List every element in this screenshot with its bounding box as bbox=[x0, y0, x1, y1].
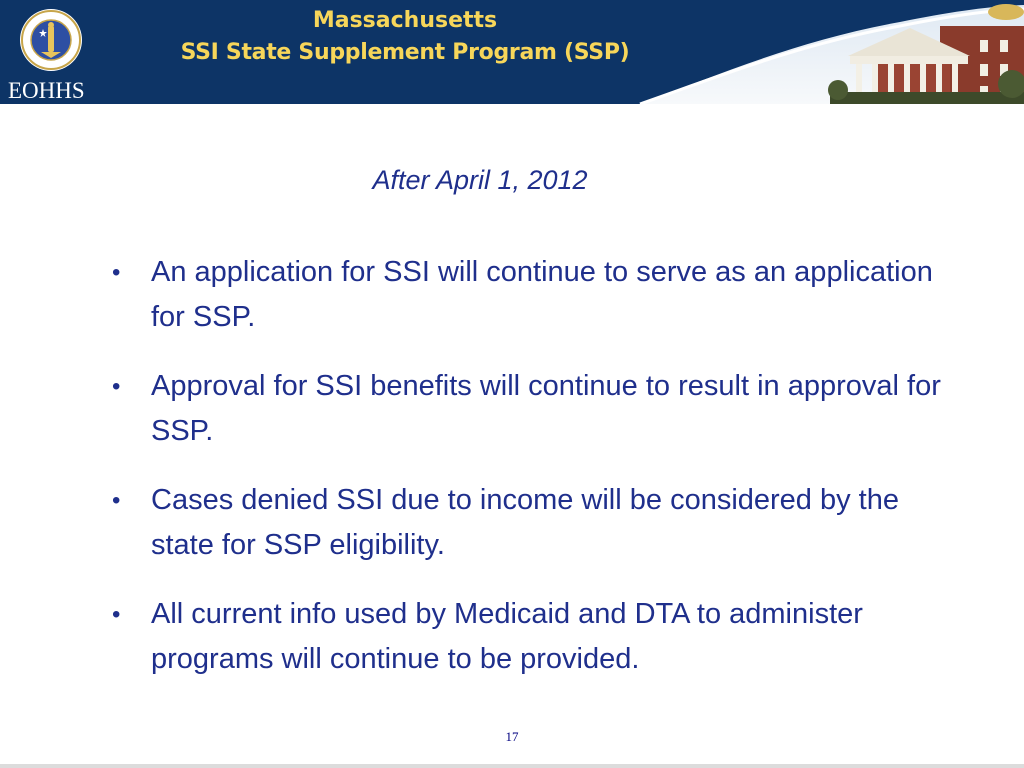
page-number: 17 bbox=[505, 729, 519, 744]
title-line-1: Massachusetts bbox=[312, 8, 498, 33]
bullet-item bbox=[112, 478, 962, 568]
bullet-icon: • bbox=[112, 373, 121, 400]
state-seal-icon bbox=[19, 8, 83, 72]
bullet-text: All current info used by Medicaid and DTA to administer programs will continue to be provided. bbox=[151, 598, 863, 675]
bullet-text: Approval for SSI benefits will continue to result in approval for SSP. bbox=[151, 370, 941, 447]
title-line-2: SSI State Supplement Program (SSP) bbox=[180, 40, 630, 65]
header-bar bbox=[0, 0, 1024, 104]
footer-divider bbox=[0, 764, 1024, 768]
slide-subtitle: After April 1, 2012 bbox=[372, 165, 588, 195]
bullet-item bbox=[112, 250, 962, 340]
bullet-item bbox=[112, 592, 962, 682]
bullet-icon: • bbox=[112, 487, 121, 514]
org-label: EOHHS bbox=[8, 78, 85, 103]
bullet-list bbox=[112, 250, 962, 706]
bullet-icon: • bbox=[112, 259, 121, 286]
slide-title bbox=[140, 5, 670, 69]
bullet-text: An application for SSI will continue to serve as an application for SSP. bbox=[151, 256, 933, 333]
bullet-item bbox=[112, 364, 962, 454]
bullet-text: Cases denied SSI due to income will be considered by the state for SSP eligibility. bbox=[151, 484, 899, 561]
bullet-icon: • bbox=[112, 601, 121, 628]
